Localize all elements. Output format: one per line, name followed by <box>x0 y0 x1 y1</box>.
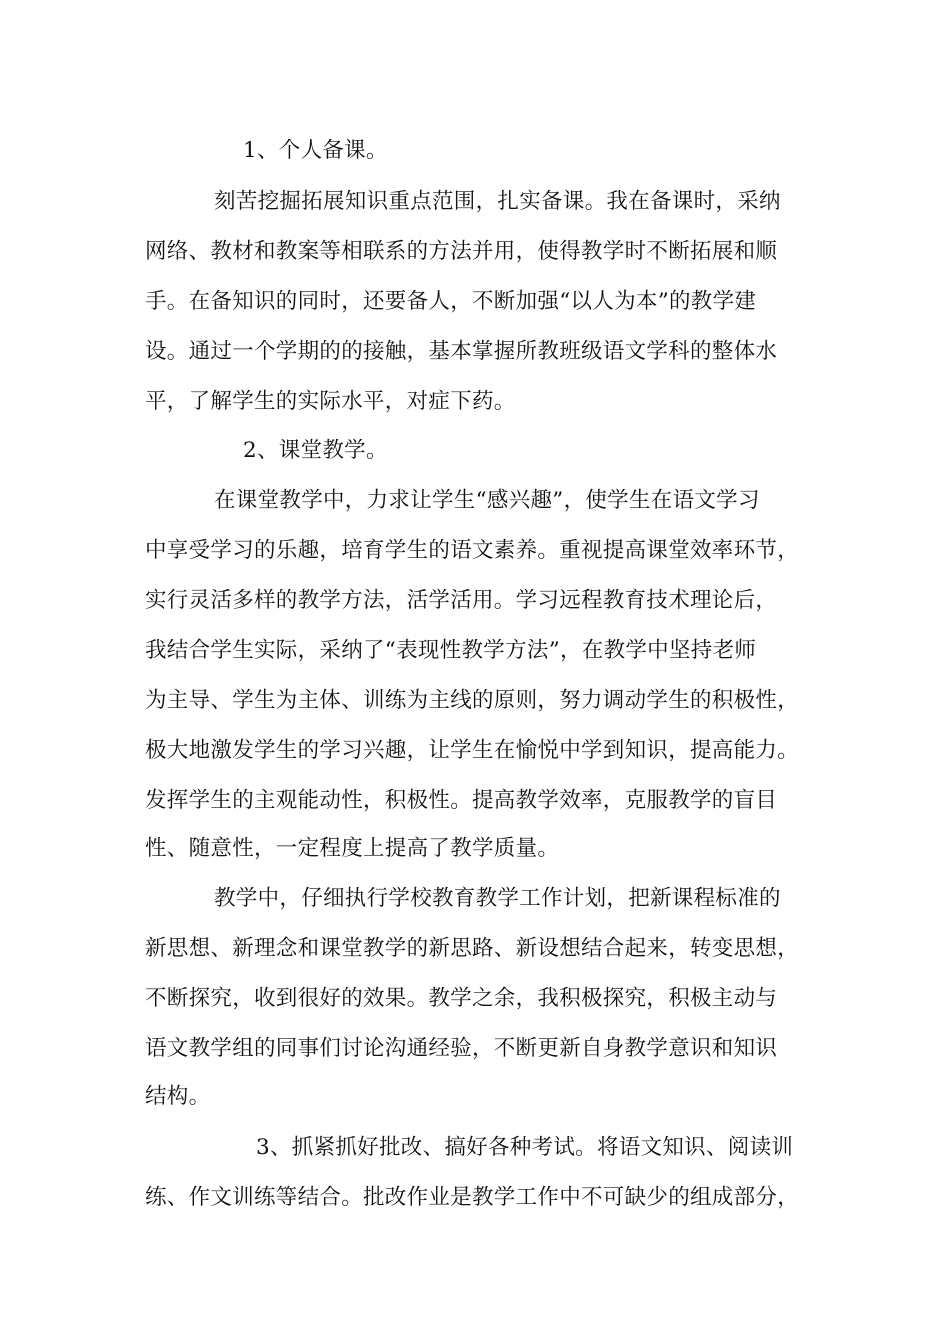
heading-lesson-preparation: 1、个人备课。 <box>243 138 388 163</box>
paragraph-line: 新思想、新理念和课堂教学的新思路、新设想结合起来，转变思想， <box>145 936 800 961</box>
paragraph-line: 设。通过一个学期的的接触，基本掌握所教班级语文学科的整体水 <box>145 339 778 364</box>
paragraph-line: 教学中，仔细执行学校教育教学工作计划，把新课程标准的 <box>214 886 781 911</box>
paragraph-line: 在课堂教学中，力求让学生“感兴趣”，使学生在语文学习 <box>214 488 760 513</box>
paragraph-line: 为主导、学生为主体、训练为主线的原则，努力调动学生的积极性， <box>145 688 800 713</box>
paragraph-line: 结构。 <box>145 1084 211 1109</box>
paragraph-line: 性、随意性，一定程度上提高了教学质量。 <box>145 836 560 861</box>
paragraph-line: 网络、教材和教案等相联系的方法并用，使得教学时不断拓展和顺 <box>145 239 778 264</box>
paragraph-line: 发挥学生的主观能动性，积极性。提高教学效率，克服教学的盲目 <box>145 788 778 813</box>
paragraph-line: 我结合学生实际，采纳了“表现性教学方法”，在教学中坚持老师 <box>145 638 757 663</box>
paragraph-line: 语文教学组的同事们讨论沟通经验，不断更新自身教学意识和知识 <box>145 1036 778 1061</box>
paragraph-line: 中享受学习的乐趣，培育学生的语文素养。重视提高课堂效率环节， <box>145 538 800 563</box>
paragraph-line: 不断探究，收到很好的效果。教学之余，我积极探究，积极主动与 <box>145 986 778 1011</box>
paragraph-line: 练、作文训练等结合。批改作业是教学工作中不可缺少的组成部分， <box>145 1185 800 1210</box>
paragraph-line: 刻苦挖掘拓展知识重点范围，扎实备课。我在备课时，采纳 <box>214 189 781 214</box>
paragraph-line: 极大地激发学生的学习兴趣，让学生在愉悦中学到知识，提高能力。 <box>145 738 800 763</box>
heading-grading-and-exams: 3、抓紧抓好批改、搞好各种考试。将语文知识、阅读训 <box>256 1135 794 1160</box>
paragraph-line: 实行灵活多样的教学方法，活学活用。学习远程教育技术理论后， <box>145 588 778 613</box>
paragraph-line: 手。在备知识的同时，还要备人，不断加强“以人为本”的教学建 <box>145 289 757 314</box>
heading-classroom-teaching: 2、课堂教学。 <box>243 438 388 463</box>
paragraph-line: 平，了解学生的实际水平，对症下药。 <box>145 389 516 414</box>
